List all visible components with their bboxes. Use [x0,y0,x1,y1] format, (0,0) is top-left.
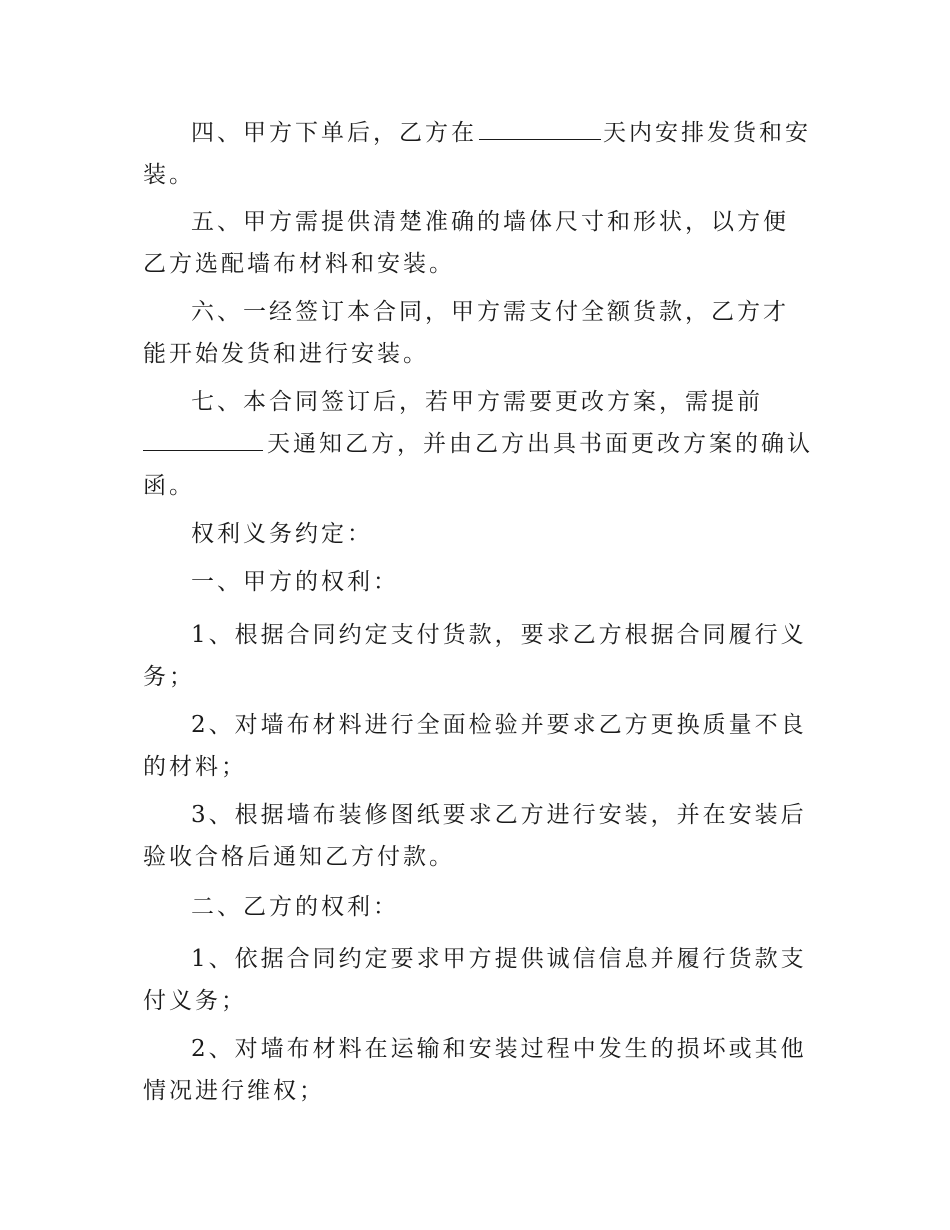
rights-obligations-heading: 权利义务约定： [191,521,373,547]
party-b-rights-heading: 二、乙方的权利： [191,894,399,920]
party-a-right-3: 3、根据墙布装修图纸要求乙方进行安装，并在安装后验收合格后通知乙方付款。 [143,802,807,870]
clause-4-delivery [143,112,813,196]
clause-4-text-after: 天内安排发货和安装。 [143,120,811,188]
clause-6-full-payment: 六、一经签订本合同，甲方需支付全额货款，乙方才能开始发货和进行安装。 [143,299,789,367]
clause-4-text-before: 四、甲方下单后，乙方在 [191,120,477,146]
notice-days-blank-field [143,426,263,451]
days-blank-field [479,115,601,140]
party-b-right-2: 2、对墙布材料在运输和安装过程中发生的损坏或其他情况进行维权； [143,1036,807,1104]
party-a-right-2: 2、对墙布材料进行全面检验并要求乙方更换质量不良的材料； [143,712,807,780]
clause-7-text-before: 七、本合同签订后，若甲方需要更改方案，需提前 [191,389,763,415]
clause-7-text-after: 天通知乙方，并由乙方出具书面更改方案的确认函。 [143,431,813,499]
clause-5-wall-dimensions: 五、甲方需提供清楚准确的墙体尺寸和形状，以方便乙方选配墙布材料和安装。 [143,209,789,277]
party-a-rights-heading: 一、甲方的权利： [191,569,399,595]
party-a-right-1: 1、根据合同约定支付货款，要求乙方根据合同履行义务； [143,622,807,690]
clause-7-plan-change [143,381,813,507]
party-b-right-1: 1、依据合同约定要求甲方提供诚信信息并履行货款支付义务； [143,946,807,1014]
